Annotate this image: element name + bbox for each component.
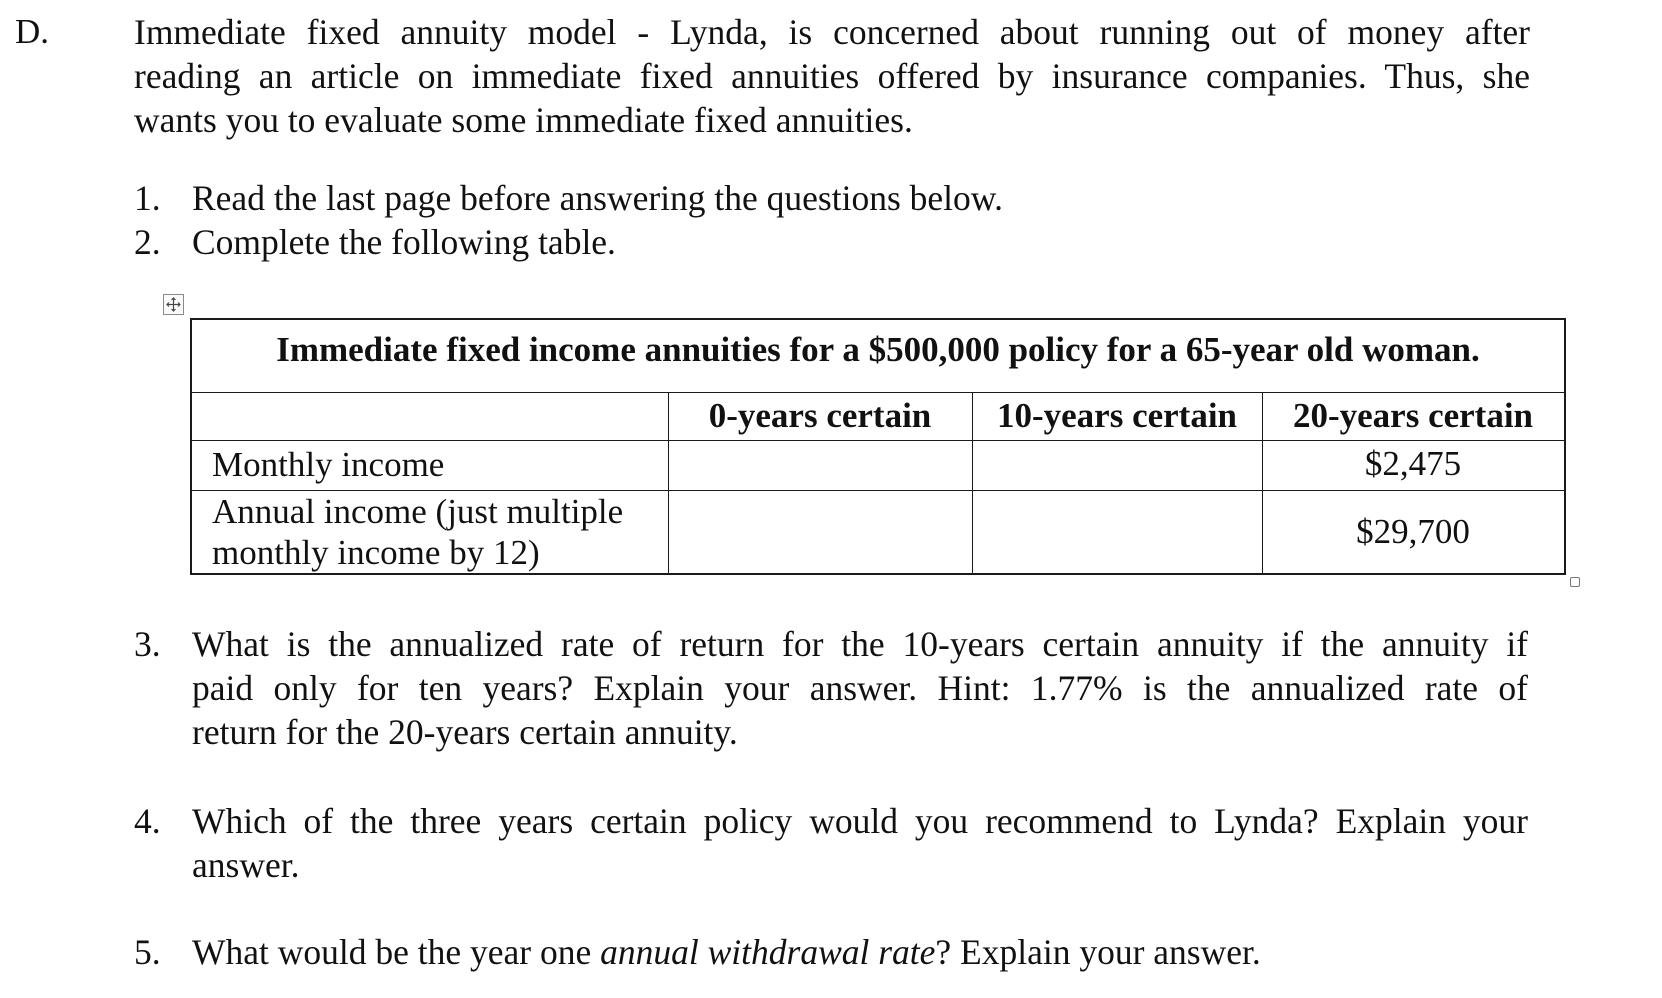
q5-text-italic: annual withdrawal rate	[600, 932, 936, 972]
q4-line-2: answer.	[192, 845, 300, 885]
row-label-monthly-income	[212, 444, 662, 485]
table-title: Immediate fixed income annuities for a $500,000 policy for a 65-year old woman.	[276, 330, 1480, 369]
intro-paragraph	[134, 10, 1530, 142]
q4-text	[192, 799, 1528, 887]
q4-line-1: Which of the three years certain policy would you recommend to Lynda? Explain your	[192, 801, 1528, 841]
section-letter: D.	[15, 12, 50, 51]
row-label-line: Annual income (just multiple	[212, 492, 624, 531]
move-arrows-icon[interactable]	[163, 294, 184, 315]
q3-line-3: return for the 20-years certain annuity.	[192, 712, 738, 752]
q3-text	[192, 622, 1528, 754]
q3-line-1: What is the annualized rate of return for the 10-years certain annuity if the annuity if	[192, 624, 1528, 664]
table-rule	[192, 392, 1564, 393]
row-label-line: Monthly income	[212, 445, 445, 484]
annuity-table	[190, 318, 1566, 575]
intro-line-2: reading an article on immediate fixed annuities offered by insurance companies. Thus, she	[134, 56, 1530, 96]
q5-text	[192, 930, 1261, 974]
col-header-10-years: 10-years certain	[996, 396, 1238, 435]
intro-line-1: Immediate fixed annuity model - Lynda, is concerned about running out of money after	[134, 12, 1530, 52]
step-1-number: 1.	[134, 178, 161, 218]
q3-line-2: paid only for ten years? Explain your answer. Hint: 1.77% is the annualized rate of	[192, 668, 1528, 708]
q3-number: 3.	[134, 624, 161, 664]
intro-line-3: wants you to evaluate some immediate fixed annuities.	[134, 100, 913, 140]
step-2-text: Complete the following table.	[192, 222, 616, 262]
row-label-line: monthly income by 12)	[212, 533, 540, 572]
q5-text-after: ? Explain your answer.	[935, 932, 1261, 972]
q5-number: 5.	[134, 932, 161, 972]
col-header-0-years: 0-years certain	[708, 396, 932, 435]
row-label-annual-income	[212, 491, 662, 573]
cell-monthly-20-years[interactable]: $2,475	[1364, 444, 1462, 483]
q5-text-before: What would be the year one	[192, 932, 601, 972]
cell-annual-20-years[interactable]: $29,700	[1356, 512, 1470, 551]
table-rule	[192, 440, 1564, 441]
step-1-text: Read the last page before answering the questions below.	[192, 178, 1003, 218]
col-header-20-years: 20-years certain	[1292, 396, 1534, 435]
resize-square-icon[interactable]	[1570, 577, 1580, 587]
q4-number: 4.	[134, 801, 161, 841]
step-2-number: 2.	[134, 222, 161, 262]
